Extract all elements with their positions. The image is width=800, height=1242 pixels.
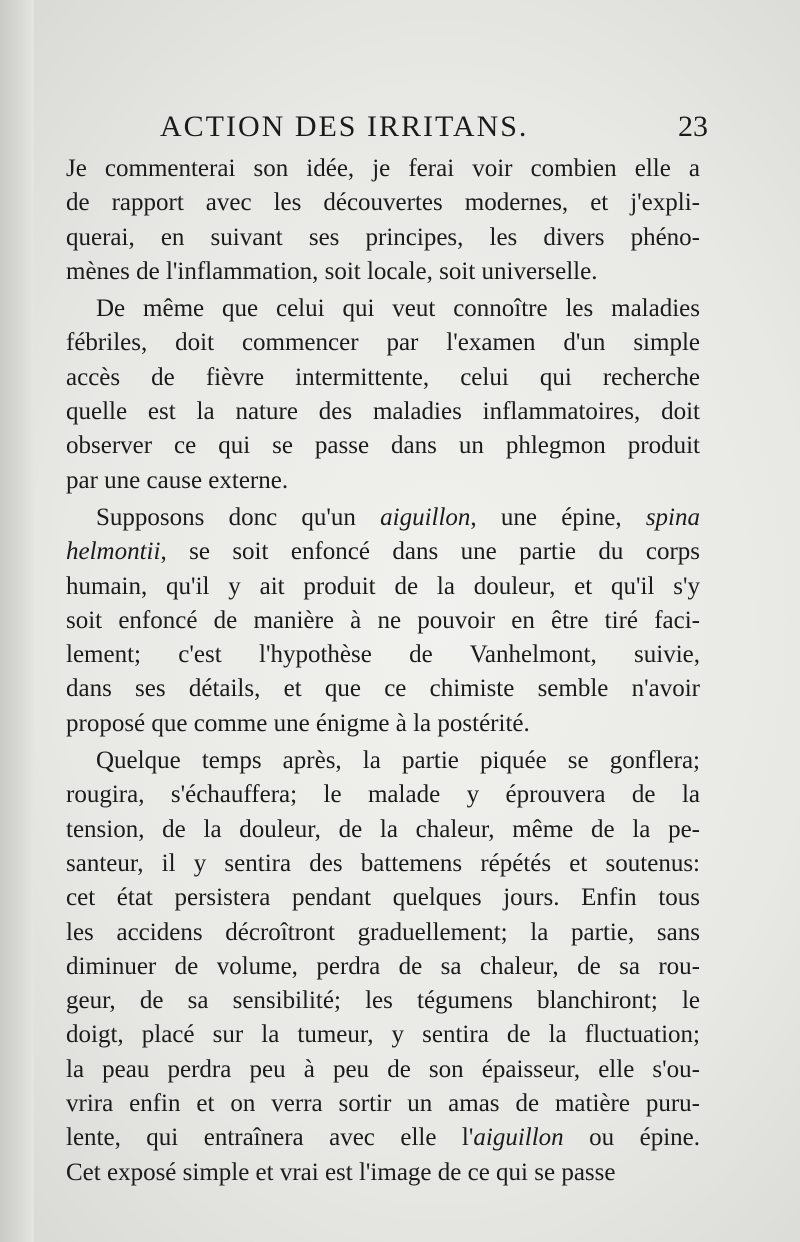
text-line: tension, de la douleur, de la chaleur, même de la pe- bbox=[66, 815, 700, 843]
page-number: 23 bbox=[678, 110, 708, 143]
page-body bbox=[66, 152, 700, 1190]
text-line: par une cause externe. bbox=[66, 466, 289, 494]
text-line: humain, qu'il y ait produit de la douleur, et qu'il s'y bbox=[66, 572, 700, 600]
text-line: cet état persistera pendant quelques jours. Enfin tous bbox=[66, 884, 700, 912]
text-line: lement; c'est l'hypothèse de Vanhelmont, suivie, bbox=[66, 641, 700, 669]
text-line: Cet exposé simple et vrai est l'image de ce qui se passe bbox=[66, 1158, 616, 1186]
text-line: soit enfoncé de manière à ne pouvoir en être tiré faci- bbox=[66, 606, 700, 634]
text-line: vrira enfin et on verra sortir un amas de matière puru- bbox=[66, 1090, 700, 1118]
text-line: diminuer de volume, perdra de sa chaleur, de sa rou- bbox=[66, 952, 700, 980]
text-line: mènes de l'inflammation, soit locale, soit universelle. bbox=[66, 257, 598, 285]
paragraph bbox=[66, 744, 700, 1190]
text-line: observer ce qui se passe dans un phlegmon produit bbox=[66, 432, 700, 460]
text-line: fébriles, doit commencer par l'examen d'un simple bbox=[66, 329, 700, 357]
text-line: querai, en suivant ses principes, les divers phéno- bbox=[66, 223, 700, 251]
text-line: quelle est la nature des maladies inflammatoires, doit bbox=[66, 398, 700, 426]
text-line: helmontii, se soit enfoncé dans une partie du corps bbox=[66, 538, 700, 566]
text-line: de rapport avec les découvertes modernes, et j'expli- bbox=[66, 189, 700, 217]
running-head bbox=[60, 110, 710, 150]
page-gutter bbox=[0, 0, 34, 1242]
running-title: ACTION DES IRRITANS. bbox=[160, 110, 529, 143]
italic-term: aiguillon bbox=[380, 503, 471, 531]
text-line: Supposons donc qu'un aiguillon, une épine, spina bbox=[96, 503, 700, 531]
paragraph bbox=[66, 501, 700, 741]
text-line: lente, qui entraînera avec elle l'aiguillon ou épine. bbox=[66, 1124, 700, 1152]
text-line: santeur, il y sentira des battemens répétés et soutenus: bbox=[66, 849, 700, 877]
text-line: doigt, placé sur la tumeur, y sentira de la fluctuation; bbox=[66, 1021, 700, 1049]
text-line: rougira, s'échauffera; le malade y éprouvera de la bbox=[66, 781, 700, 809]
text-line: geur, de sa sensibilité; les tégumens blanchiront; le bbox=[66, 987, 700, 1015]
text-line: De même que celui qui veut connoître les maladies bbox=[96, 295, 700, 323]
text-line: la peau perdra peu à peu de son épaisseur, elle s'ou- bbox=[66, 1055, 700, 1083]
italic-term: aiguillon bbox=[473, 1124, 564, 1152]
text-line: proposé que comme une énigme à la postérité. bbox=[66, 709, 530, 737]
paragraph bbox=[66, 292, 700, 498]
italic-term: spina bbox=[645, 503, 700, 531]
text-line: Quelque temps après, la partie piquée se gonflera; bbox=[96, 747, 700, 775]
text-line: accès de fièvre intermittente, celui qui recherche bbox=[66, 363, 700, 391]
text-line: dans ses détails, et que ce chimiste semble n'avoir bbox=[66, 675, 700, 703]
text-line: les accidens décroîtront graduellement; la partie, sans bbox=[66, 918, 700, 946]
text-line: Je commenterai son idée, je ferai voir combien elle a bbox=[66, 155, 700, 182]
italic-term: helmontii bbox=[66, 538, 161, 566]
paragraph bbox=[66, 152, 700, 289]
